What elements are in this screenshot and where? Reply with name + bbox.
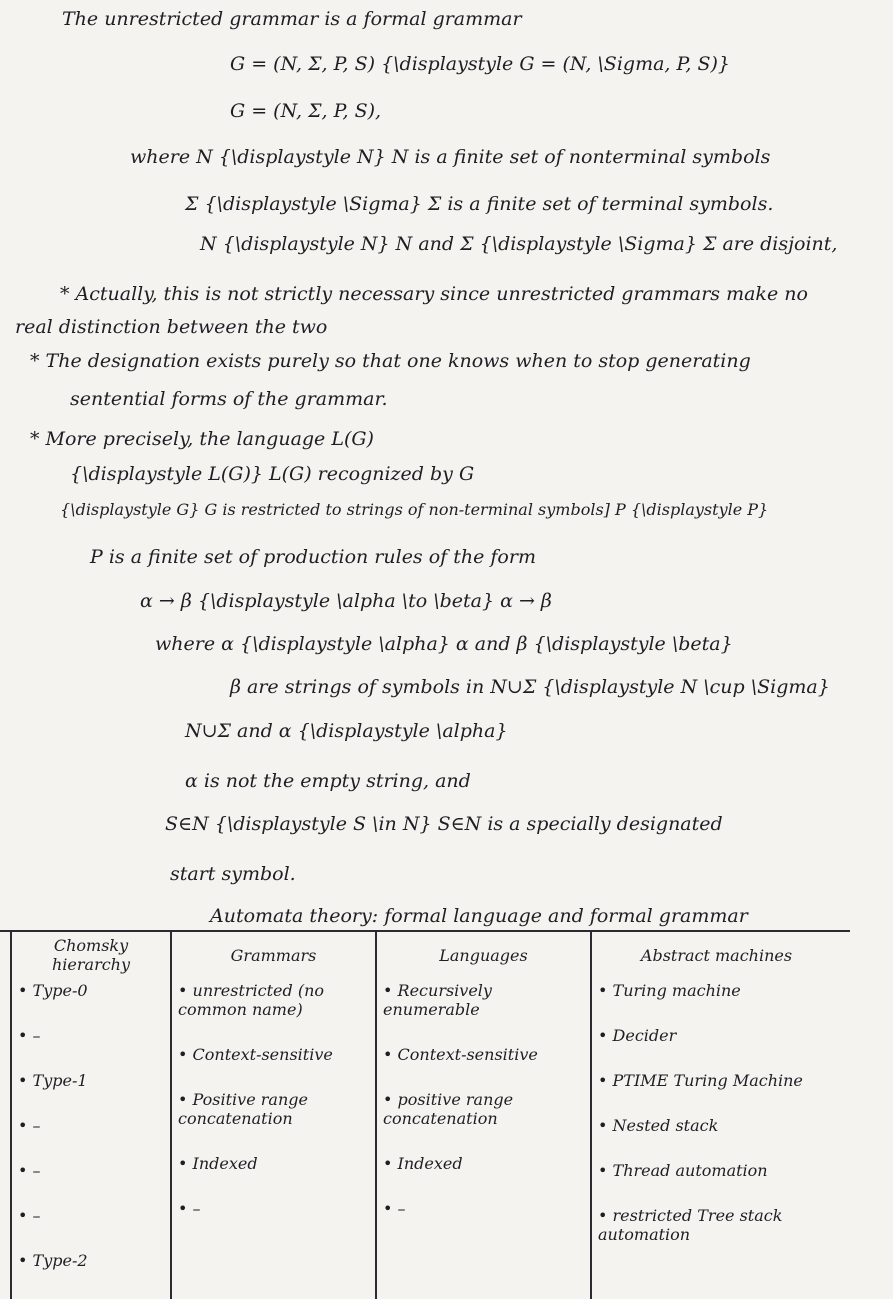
table-entry: • Type-0: [18, 981, 164, 1000]
note-line: {\displaystyle G} G is restricted to strings of non-terminal symbols] P {\displaystyle P}: [60, 500, 769, 519]
note-line: G = (N, Σ, P, S),: [230, 100, 382, 122]
grammar-cell: [171, 978, 376, 1299]
table-entry: • –: [18, 1116, 164, 1135]
language-cell: [376, 978, 591, 1299]
table-entry: • –: [18, 1026, 164, 1045]
note-line: G = (N, Σ, P, S) {\displaystyle G = (N, \Sigma, P, S)}: [230, 53, 731, 75]
note-line: S∈N {\displaystyle S \in N} S∈N is a specially designated: [165, 813, 723, 835]
table-entry: • Positive range concatenation: [178, 1090, 369, 1128]
table-entry: • –: [18, 1206, 164, 1225]
note-line: The unrestricted grammar is a formal grammar: [62, 8, 522, 30]
note-line: where α {\displaystyle \alpha} α and β {\displaystyle \beta}: [155, 633, 733, 655]
table-entry: • Type-2: [18, 1251, 164, 1270]
table-entry: • Indexed: [383, 1154, 584, 1173]
note-line: * Actually, this is not strictly necessary since unrestricted grammars make no: [60, 283, 808, 305]
table-entry: • Turing machine: [598, 981, 835, 1000]
note-line: where N {\displaystyle N} N is a finite set of nonterminal symbols: [130, 146, 771, 168]
hierarchy-cell: [11, 978, 171, 1299]
table-entry: • Context-sensitive: [383, 1045, 584, 1064]
table-entry: • Decider: [598, 1026, 835, 1045]
note-line: α is not the empty string, and: [185, 770, 471, 792]
note-line: * The designation exists purely so that one knows when to stop generating: [30, 350, 751, 372]
note-line: Σ {\displaystyle \Sigma} Σ is a finite set of terminal symbols.: [185, 193, 774, 215]
table-entry: • Type-1: [18, 1071, 164, 1090]
table-entry: • positive range concatenation: [383, 1090, 584, 1128]
note-line: N {\displaystyle N} N and Σ {\displaystyle \Sigma} Σ are disjoint,: [200, 233, 838, 255]
table-entry: • Nested stack: [598, 1116, 835, 1135]
table-title: Automata theory: formal language and formal grammar: [210, 905, 748, 927]
col-header: Chomsky hierarchy: [11, 932, 171, 978]
note-line: real distinction between the two: [15, 316, 328, 338]
note-line: start symbol.: [170, 863, 296, 885]
note-line: {\displaystyle L(G)} L(G) recognized by G: [70, 463, 475, 485]
col-header: Languages: [376, 932, 591, 978]
table-entry: • Thread automation: [598, 1161, 835, 1180]
table-entry: • PTIME Turing Machine: [598, 1071, 835, 1090]
note-line: * More precisely, the language L(G): [30, 428, 374, 450]
table-entry: • Context-sensitive: [178, 1045, 369, 1064]
table-entry: • –: [178, 1199, 369, 1218]
machine-cell: [591, 978, 841, 1299]
col-header: Abstract machines: [591, 932, 841, 978]
note-line: N∪Σ and α {\displaystyle \alpha}: [185, 720, 508, 742]
note-line: α → β {\displaystyle \alpha \to \beta} α → β: [140, 590, 552, 612]
table-entry: • unrestricted (no common name): [178, 981, 369, 1019]
table-entry: • –: [18, 1161, 164, 1180]
note-line: P is a finite set of production rules of the form: [90, 546, 536, 568]
col-header: Grammars: [171, 932, 376, 978]
table-entry: • Indexed: [178, 1154, 369, 1173]
table-entry: • –: [383, 1199, 584, 1218]
note-line: sentential forms of the grammar.: [70, 388, 388, 410]
table-entry: • Recursively enumerable: [383, 981, 584, 1019]
grammar-table: [10, 932, 841, 1299]
note-line: β are strings of symbols in N∪Σ {\displaystyle N \cup \Sigma}: [230, 676, 830, 698]
table-entry: • restricted Tree stack automation: [598, 1206, 835, 1244]
